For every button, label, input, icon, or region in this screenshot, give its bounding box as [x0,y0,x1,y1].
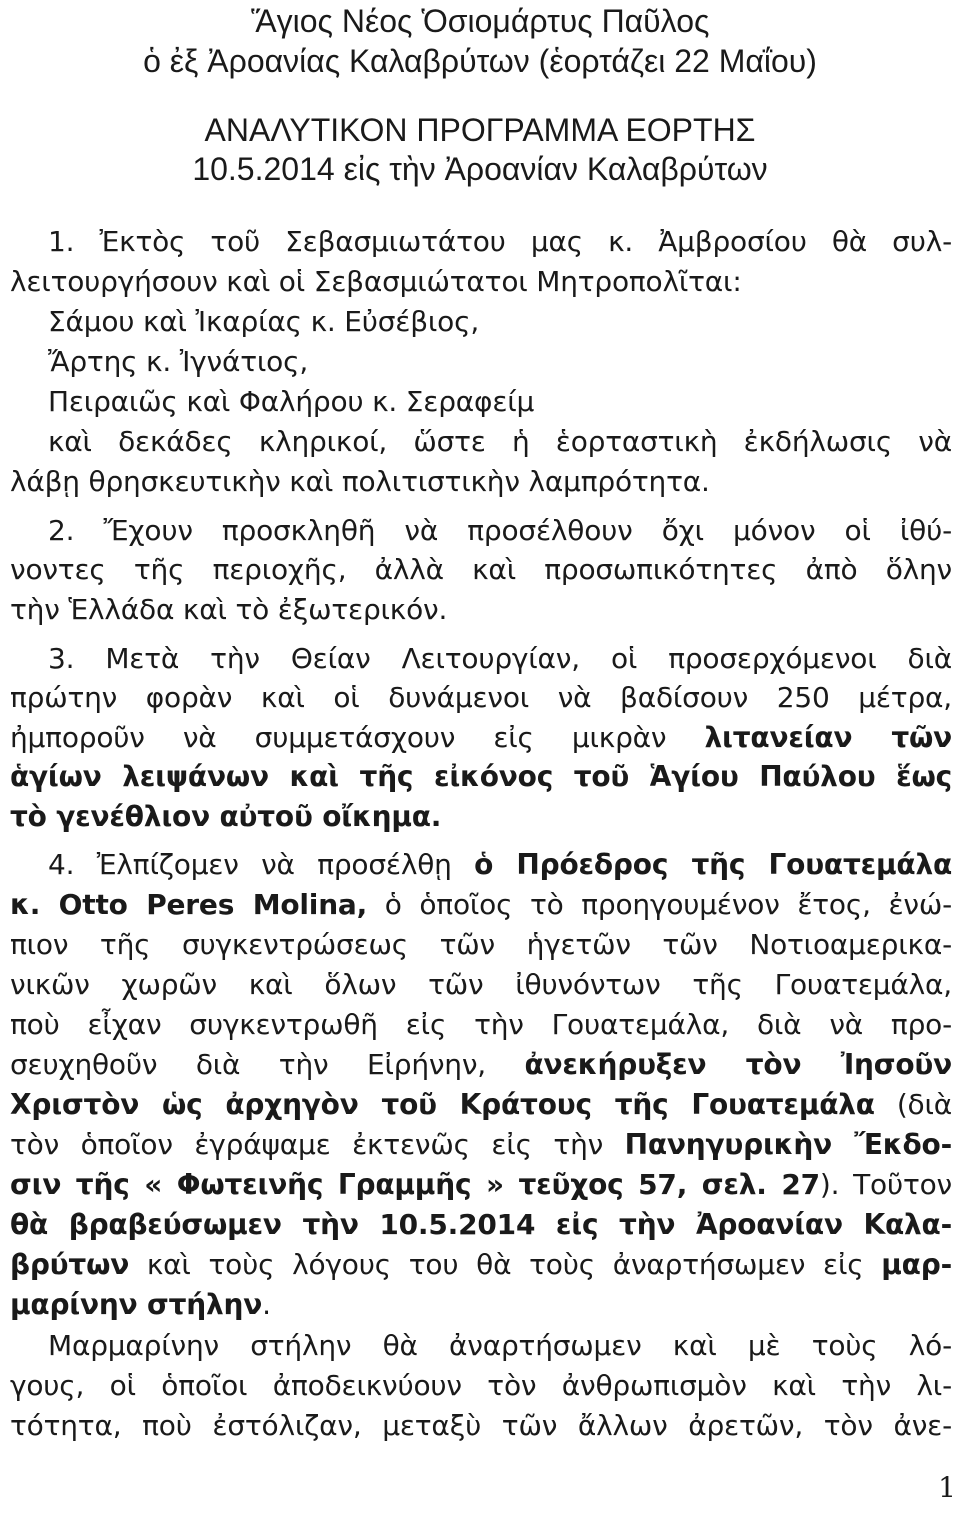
text-line [48,1326,952,1366]
text-run: τὴν Ἑλλάδα καὶ τὸ ἐξωτερικόν. [10,593,448,626]
bold-text: Χριστὸν ὡς ἀρχηγὸν τοῦ Κράτους τῆς Γουατεμάλα [10,1088,875,1121]
text-line [10,797,952,837]
text-line [48,639,952,679]
text-run: λειτουργήσουν καὶ οἱ Σεβασμιώτατοι Μητροπολῖται: [10,265,742,298]
text-line [10,1366,952,1406]
text-run: (διὰ [874,1088,953,1121]
text-run: Πειραιῶς καὶ Φαλήρου κ. Σεραφείμ [48,385,535,418]
text-line [10,718,952,758]
text-run: ). Τοῦτον [819,1168,952,1201]
text-line [10,1205,952,1245]
text-line [48,342,952,382]
program-heading-line-2: 10.5.2014 εἰς τὴν Ἀροανίαν Καλαβρύτων [192,151,768,187]
text-run: ποὺ εἶχαν συγκεντρωθῆ εἰς τὴν Γουατεμάλα, διὰ νὰ προ- [10,1008,952,1041]
text-line [10,590,952,630]
text-line [10,550,952,590]
text-line [48,422,952,462]
text-line [10,925,952,965]
bold-text: κ. Otto Peres Molina, [10,888,368,921]
text-line [10,1125,952,1165]
text-line [10,1045,952,1085]
title-line-2: ὁ ἐξ Ἀροανίας Καλαβρύτων (ἑορτάζει 22 Μαΐου) [143,43,817,79]
text-run: Μαρμαρίνην στήλην θὰ ἀναρτήσωμεν καὶ μὲ τοὺς λό- [48,1329,952,1362]
text-line [10,757,952,797]
text-line [10,1005,952,1045]
text-run: τὸν ὁποῖον ἐγράψαμε ἐκτενῶς εἰς τὴν [10,1128,625,1161]
text-run: πιον τῆς συγκεντρώσεως τῶν ἡγετῶν τῶν Νοτιοαμερικα- [10,928,952,961]
text-line [10,678,952,718]
text-run: Σάμου καὶ Ἰκαρίας κ. Εὐσέβιος, [48,305,480,338]
text-run: καὶ δεκάδες κληρικοί, ὥστε ἡ ἑορταστικὴ ἐκδήλωσις νὰ [48,425,952,458]
text-run: τότητα, ποὺ ἐστόλιζαν, μεταξὺ τῶν ἄλλων ἀρετῶν, τὸν ἀνε- [10,1409,952,1442]
bold-text: Πανηγυρικὴν Ἔκδο- [624,1128,952,1161]
text-run: 4. Ἐλπίζομεν νὰ προσέλθῃ [48,848,475,881]
text-line [10,1085,952,1125]
bold-text: θὰ βραβεύσωμεν τὴν 10.5.2014 εἰς τὴν Ἀροανίαν Καλα- [10,1208,952,1241]
title-line-1: Ἅγιος Νέος Ὁσιομάρτυς Παῦλος [250,3,710,39]
bold-text: ἁγίων λειψάνων καὶ τῆς εἰκόνος τοῦ Ἁγίου Παύλου ἕως [10,760,952,793]
bold-text: ὁ Πρόεδρος τῆς Γουατεμάλα [474,848,952,881]
text-line [10,965,952,1005]
text-line [10,462,952,502]
text-run: γους, οἱ ὁποῖοι ἀποδεικνύουν τὸν ἀνθρωπισμὸν καὶ τὴν λι- [10,1369,952,1402]
text-line [48,382,952,422]
text-run: νοντες τῆς περιοχῆς, ἀλλὰ καὶ προσωπικότητες ἀπὸ ὅλην [10,553,952,586]
bold-text: βρύτων [10,1248,130,1281]
text-run: σευχηθοῦν διὰ τὴν Εἰρήνην, [10,1048,525,1081]
text-run: . [262,1288,271,1321]
text-run: 2. Ἔχουν προσκληθῆ νὰ προσέλθουν ὄχι μόνον οἱ ἰθύ- [48,514,952,547]
text-run: νικῶν χωρῶν καὶ ὅλων τῶν ἰθυνόντων τῆς Γουατεμάλα, [10,968,952,1001]
text-line [10,262,952,302]
program-heading-line-1: ΑΝΑΛΥΤΙΚΟΝ ΠΡΟΓΡΑΜΜΑ ΕΟΡΤΗΣ [204,112,756,148]
text-line [10,1406,952,1446]
page-number: 1 [938,1471,956,1504]
text-run: λάβῃ θρησκευτικὴν καὶ πολιτιστικὴν λαμπρότητα. [10,465,710,498]
text-line [48,845,952,885]
text-run: 1. Ἐκτὸς τοῦ Σεβασμιωτάτου μας κ. Ἀμβροσίου θὰ συλ- [48,225,952,258]
bold-text: ἀνεκήρυξεν τὸν Ἰησοῦν [524,1048,952,1081]
text-run: 3. Μετὰ τὴν Θείαν Λειτουργίαν, οἱ προσερχόμενοι διὰ [48,642,952,675]
bold-text: τὸ γενέθλιον αὐτοῦ οἴκημα. [10,800,442,833]
text-run: καὶ τοὺς λόγους του θὰ τοὺς ἀναρτήσωμεν εἰς [129,1248,882,1281]
text-line [10,1245,952,1285]
text-line [48,511,952,551]
text-run: Ἄρτης κ. Ἰγνάτιος, [48,345,309,378]
text-run: ὁ ὁποῖος τὸ προηγουμένον ἔτος, ἐνώ- [367,888,952,921]
text-line [10,885,952,925]
text-run: πρώτην φορὰν καὶ οἱ δυνάμενοι νὰ βαδίσουν 250 μέτρα, [10,681,952,714]
bold-text: λιτανείαν τῶν [704,721,952,754]
text-line [10,1285,952,1325]
text-line [48,222,952,262]
text-run: ἠμποροῦν νὰ συμμετάσχουν εἰς μικρὰν [10,721,705,754]
bold-text: μαρ- [881,1248,952,1281]
text-line [10,1165,952,1205]
bold-text: μαρίνην στήλην [10,1288,263,1321]
bold-text: σιν τῆς « Φωτεινῆς Γραμμῆς » τεῦχος 57, σελ. 27 [10,1168,820,1201]
text-line [48,302,952,342]
